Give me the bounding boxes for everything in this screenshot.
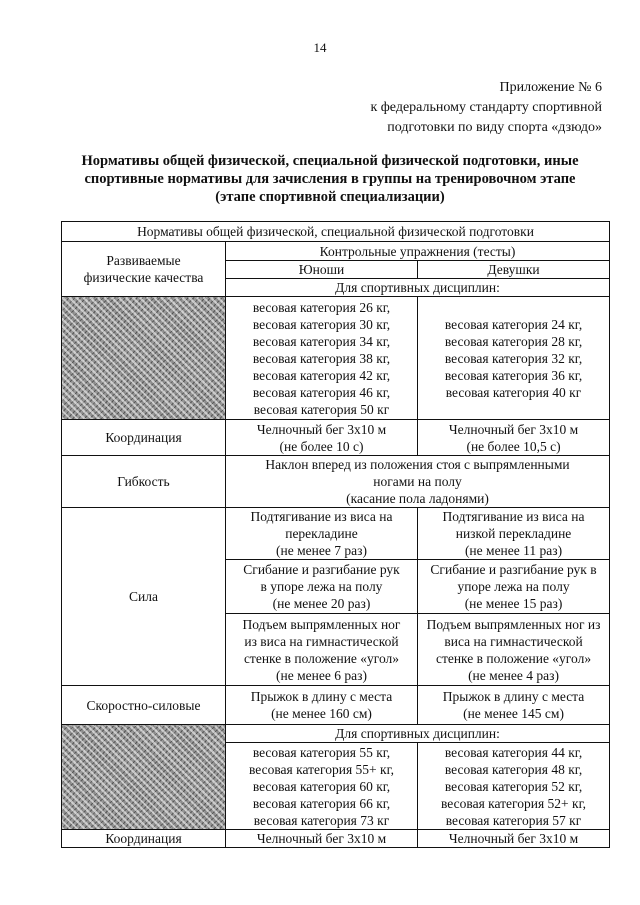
cell-line: Наклон вперед из положения стоя с выпрямленными — [265, 457, 570, 472]
quality-coordination: Координация — [62, 420, 226, 456]
appendix-line: Приложение № 6 — [499, 80, 602, 95]
cell-line: в упоре лежа на полу — [260, 579, 383, 594]
cell-line: упоре лежа на полу — [457, 579, 570, 594]
cell-line: перекладине — [285, 526, 358, 541]
cell-line: Подъем выпрямленных ног — [242, 616, 401, 632]
cell-line: стенке в положение «угол» — [435, 650, 592, 666]
table-row — [62, 830, 610, 848]
cell-line: Сгибание и разгибание рук — [243, 562, 400, 577]
cell-line: весовая категория 34 кг, — [252, 333, 391, 349]
cell-line: (не менее 7 раз) — [276, 543, 367, 558]
column-header-boys: Юноши — [226, 261, 418, 279]
cell-line: (не менее 4 раз) — [468, 667, 559, 683]
cell-line: весовая категория 55+ кг, — [249, 761, 394, 777]
cell-line: (не более 10,5 с) — [466, 438, 561, 454]
test-girls — [418, 830, 610, 848]
cell-line: (не менее 20 раз) — [272, 596, 371, 611]
table-row — [62, 725, 610, 743]
cell-line: стенке в положение «угол» — [243, 650, 400, 666]
cell-line: весовая категория 50 кг — [253, 401, 390, 417]
table-row — [62, 456, 610, 508]
cell-line: Развиваемые — [106, 253, 181, 268]
cell-line: из виса на гимнастической — [244, 633, 399, 649]
title-line: Нормативы общей физической, специальной физической подготовки, иные — [81, 153, 579, 169]
cell-line: ногами на полу — [373, 474, 462, 489]
cell-line: весовая категория 36 кг, — [444, 367, 583, 383]
test-boys — [226, 614, 418, 686]
test-girls — [418, 614, 610, 686]
cell-line: Челночный бег 3х10 м — [256, 421, 387, 437]
table-header: Нормативы общей физической, специальной физической подготовки — [62, 222, 610, 242]
title-line: (этапе спортивной специализации) — [215, 189, 445, 205]
cell-line: весовая категория 73 кг — [253, 812, 390, 828]
cell-line: весовая категория 55 кг, — [252, 744, 391, 760]
cell-line: Подтягивание из виса на — [442, 509, 585, 524]
cell-line: физические качества — [83, 270, 204, 285]
cell-line: (не менее 6 раз) — [276, 667, 367, 683]
cell-line: Сгибание и разгибание рук в — [430, 562, 597, 577]
cell-line: весовая категория 66 кг, — [252, 795, 391, 811]
table-row — [62, 242, 610, 261]
cell-line: (касание пола ладонями) — [346, 491, 489, 506]
cell-line: весовая категория 42 кг, — [252, 367, 391, 383]
section-label: Для спортивных дисциплин: — [226, 725, 610, 743]
cell-line: Челночный бег 3х10 м — [256, 831, 387, 846]
table-row — [62, 508, 610, 560]
table-header-row — [62, 222, 610, 242]
quality-coordination: Координация — [62, 830, 226, 848]
cell-line: весовая категория 46 кг, — [252, 384, 391, 400]
table-row — [62, 420, 610, 456]
quality-strength: Сила — [62, 508, 226, 686]
weight-categories-boys — [226, 297, 418, 420]
table-row — [62, 686, 610, 725]
section-label: Для спортивных дисциплин: — [226, 279, 610, 297]
cell-line: (не менее 15 раз) — [464, 596, 563, 611]
cell-line: весовая категория 30 кг, — [252, 316, 391, 332]
cell-line: весовая категория 24 кг, — [444, 316, 583, 332]
quality-flexibility: Гибкость — [62, 456, 226, 508]
cell-line: Подъем выпрямленных ног из — [426, 616, 601, 632]
test-boys — [226, 830, 418, 848]
test-girls — [418, 560, 610, 614]
test-girls — [418, 508, 610, 560]
cell-line: весовая категория 52 кг, — [444, 778, 583, 794]
weight-categories-girls — [418, 297, 610, 420]
test-boys — [226, 508, 418, 560]
cell-line: весовая категория 40 кг — [445, 384, 582, 400]
column-header-tests: Контрольные упражнения (тесты) — [226, 242, 610, 261]
title-line: спортивные нормативы для зачисления в группы на тренировочном этапе — [84, 171, 576, 187]
cell-line: Подтягивание из виса на — [250, 509, 393, 524]
cell-line: Челночный бег 3х10 м — [448, 421, 579, 437]
table-row — [62, 297, 610, 420]
cell-line: Прыжок в длину с места — [442, 689, 585, 704]
cell-line: весовая категория 32 кг, — [444, 350, 583, 366]
cell-line: Челночный бег 3х10 м — [448, 831, 579, 846]
quality-speed-strength: Скоростно-силовые — [62, 686, 226, 725]
cell-line: (не более 10 с) — [279, 438, 364, 454]
appendix-reference — [370, 78, 602, 138]
test-boys — [226, 686, 418, 725]
test-both — [226, 456, 610, 508]
cell-line: весовая категория 60 кг, — [252, 778, 391, 794]
cell-line: низкой перекладине — [455, 526, 572, 541]
cell-line: (не менее 160 см) — [271, 706, 372, 721]
standards-table — [61, 221, 610, 848]
hatched-cell — [62, 297, 226, 420]
appendix-line: подготовки по виду спорта «дзюдо» — [387, 120, 602, 135]
test-girls — [418, 420, 610, 456]
cell-line: Прыжок в длину с места — [250, 689, 393, 704]
appendix-line: к федеральному стандарту спортивной — [370, 100, 602, 115]
column-header-girls: Девушки — [418, 261, 610, 279]
page-number: 14 — [313, 40, 327, 55]
cell-line: (не менее 145 см) — [463, 706, 564, 721]
cell-line: виса на гимнастической — [444, 633, 583, 649]
test-boys — [226, 420, 418, 456]
cell-line: весовая категория 48 кг, — [444, 761, 583, 777]
test-girls — [418, 686, 610, 725]
cell-line: (не менее 11 раз) — [464, 543, 563, 558]
cell-line: весовая категория 57 кг — [445, 812, 582, 828]
cell-line: весовая категория 28 кг, — [444, 333, 583, 349]
document-title — [60, 152, 600, 206]
test-boys — [226, 560, 418, 614]
cell-line: весовая категория 26 кг, — [252, 299, 391, 315]
cell-line: весовая категория 38 кг, — [252, 350, 391, 366]
column-header-quality — [62, 242, 226, 297]
cell-line: весовая категория 52+ кг, — [441, 795, 586, 811]
cell-line: весовая категория 44 кг, — [444, 744, 583, 760]
weight-categories-girls — [418, 743, 610, 830]
hatched-cell — [62, 725, 226, 830]
weight-categories-boys — [226, 743, 418, 830]
